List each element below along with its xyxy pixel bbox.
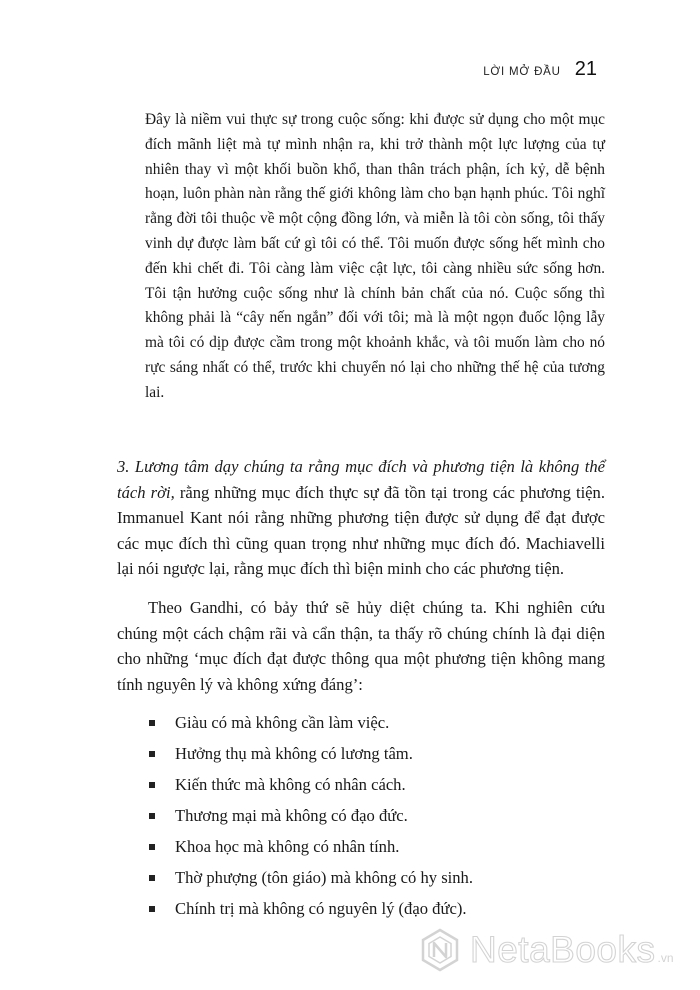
list-item-text: Giàu có mà không cần làm việc.: [175, 713, 390, 733]
square-bullet-icon: [149, 844, 155, 850]
square-bullet-icon: [149, 751, 155, 757]
square-bullet-icon: [149, 875, 155, 881]
list-item: [117, 803, 605, 829]
square-bullet-icon: [149, 813, 155, 819]
list-item: [117, 896, 605, 922]
watermark-suffix: .vn: [657, 951, 674, 965]
section-3-text: rằng những mục đích thực sự đã tồn tại trong các phương tiện. Immanuel Kant nói rằng những phương tiện được sử dụng để đạt được các mục đích thì cũng quan trọng như những mục đích đó. Machiavelli lại nói ngược lại, rằng mục đích thì biện minh cho các phương tiện.: [117, 482, 605, 579]
watermark: [418, 928, 674, 972]
running-title: LỜI MỞ ĐẦU: [483, 66, 561, 78]
running-head: [483, 58, 597, 81]
watermark-brand: NetaBooks: [470, 929, 656, 970]
section-3-paragraph: [117, 454, 605, 582]
netabooks-logo-icon: [418, 928, 462, 972]
square-bullet-icon: [149, 782, 155, 788]
seven-things-list: [117, 710, 605, 922]
list-item: [117, 772, 605, 798]
list-item: [117, 710, 605, 736]
main-text: [117, 454, 605, 927]
block-quote: Đây là niềm vui thực sự trong cuộc sống: khi được sử dụng cho một mục đích mãnh liệt mà tự mình nhận ra, khi trở thành một lực lượng của tự nhiên thay vì một khối buồn khổ, than thân trách phận, ích kỷ, dễ bệnh hoạn, luôn phàn nàn rằng thế giới không làm cho bạn hạnh phúc. Tôi nghĩ rằng đời tôi thuộc về một cộng đồng lớn, và miễn là tôi còn sống, tôi thấy vinh dự được làm bất cứ gì tôi có thể. Tôi muốn được sống hết mình cho đến khi chết đi. Tôi càng làm việc cật lực, tôi càng nhiều sức sống hơn. Tôi tận hưởng cuộc sống như là chính bản chất của nó. Cuộc sống thì không phải là “cây nến ngắn” đối với tôi; mà là một ngọn đuốc lộng lẫy mà tôi có dịp được cầm trong một khoảnh khắc, và tôi muốn làm cho nó rực sáng nhất có thể, trước khi chuyển nó lại cho những thế hệ của tương lai.: [145, 111, 605, 401]
page-number: 21: [574, 58, 597, 80]
list-item-text: Chính trị mà không có nguyên lý (đạo đức).: [175, 899, 467, 919]
square-bullet-icon: [149, 906, 155, 912]
gandhi-paragraph: Theo Gandhi, có bảy thứ sẽ hủy diệt chúng ta. Khi nghiên cứu chúng một cách chậm rãi và cẩn thận, ta thấy rõ chúng chính là đại diện cho những ‘mục đích đạt được thông qua một phương tiện không mang tính nguyên lý và không xứng đáng’:: [117, 597, 605, 694]
list-item: [117, 741, 605, 767]
list-item-text: Thờ phượng (tôn giáo) mà không có hy sinh.: [175, 868, 473, 888]
section-3-italic-lead: 3. Lương tâm dạy chúng ta rằng mục đích và phương tiện là không thể tách rời,: [117, 457, 605, 502]
list-item-text: Kiến thức mà không có nhân cách.: [175, 775, 406, 795]
list-item: [117, 834, 605, 860]
list-item-text: Hưởng thụ mà không có lương tâm.: [175, 744, 413, 764]
square-bullet-icon: [149, 720, 155, 726]
list-item-text: Thương mại mà không có đạo đức.: [175, 806, 408, 826]
list-item: [117, 865, 605, 891]
list-item-text: Khoa học mà không có nhân tính.: [175, 837, 400, 857]
